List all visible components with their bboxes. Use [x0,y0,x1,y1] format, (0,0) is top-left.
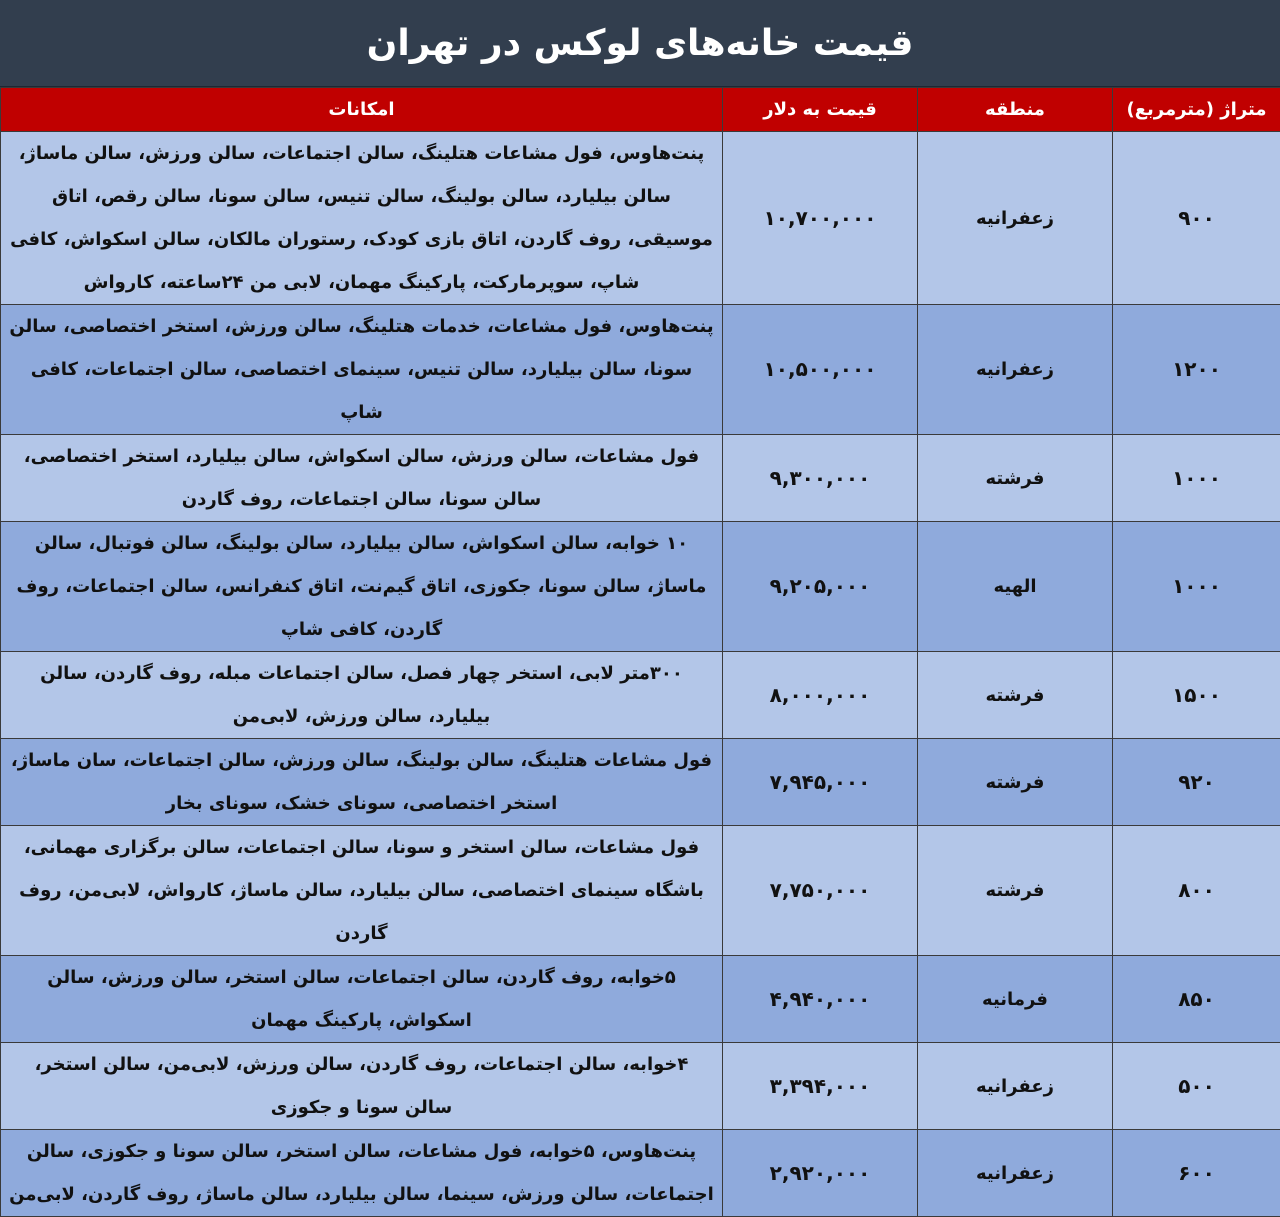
cell-region: فرشته [918,652,1113,739]
table-row [1,132,1280,305]
cell-price: ۴,۹۴۰,۰۰۰ [723,956,918,1043]
table-row [1,739,1280,826]
table-row [1,522,1280,652]
table-row [1,435,1280,522]
cell-region: فرشته [918,435,1113,522]
table-row [1,1043,1280,1130]
cell-price: ۸,۰۰۰,۰۰۰ [723,652,918,739]
header-region: منطقه [918,88,1113,132]
cell-area: ۱۲۰۰ [1113,305,1280,435]
cell-price: ۱۰,۵۰۰,۰۰۰ [723,305,918,435]
cell-area: ۱۰۰۰ [1113,435,1280,522]
header-price: قیمت به دلار [723,88,918,132]
cell-area: ۹۲۰ [1113,739,1280,826]
cell-area: ۱۵۰۰ [1113,652,1280,739]
cell-amenities: ۱۰ خوابه، سالن اسکواش، سالن بیلیارد، سالن بولینگ، سالن فوتبال، سالن ماساژ، سالن سونا، جکوزی، اتاق گیم‌نت، اتاق کنفرانس، سالن اجتماعات، روف گاردن، کافی شاپ [1,522,723,652]
cell-price: ۳,۳۹۴,۰۰۰ [723,1043,918,1130]
header-amenities: امکانات [1,88,723,132]
table-row [1,826,1280,956]
cell-amenities: فول مشاعات هتلینگ، سالن بولینگ، سالن ورزش، سالن اجتماعات، سان ماساژ، استخر اختصاصی، سونای خشک، سونای بخار [1,739,723,826]
cell-amenities: ۵خوابه، روف گاردن، سالن اجتماعات، سالن استخر، سالن ورزش، سالن اسکواش، پارکینگ مهمان [1,956,723,1043]
cell-amenities: پنت‌هاوس، فول مشاعات هتلینگ، سالن اجتماعات، سالن ورزش، سالن ماساژ، سالن بیلیارد، سالن بولینگ، سالن تنیس، سالن سونا، سالن رقص، اتاق موسیقی، روف گاردن، اتاق بازی کودک، رستوران مالکان، سالن اسکواش، کافی شاپ، سوپرمارکت، پارکینگ مهمان، لابی من ۲۴ساعته، کارواش [1,132,723,305]
cell-price: ۹,۳۰۰,۰۰۰ [723,435,918,522]
cell-amenities: ۳۰۰متر لابی، استخر چهار فصل، سالن اجتماعات مبله، روف گاردن، سالن بیلیارد، سالن ورزش، لابی‌من [1,652,723,739]
table-row [1,1130,1280,1217]
cell-region: فرشته [918,739,1113,826]
cell-region: زعفرانیه [918,1043,1113,1130]
cell-amenities: پنت‌هاوس، ۵خوابه، فول مشاعات، سالن استخر، سالن سونا و جکوزی، سالن اجتماعات، سالن ورزش، سینما، سالن بیلیارد، سالن ماساژ، روف گاردن، لابی‌من [1,1130,723,1217]
price-table [0,87,1280,1217]
cell-region: زعفرانیه [918,305,1113,435]
header-area: متراژ (مترمربع) [1113,88,1280,132]
cell-region: زعفرانیه [918,1130,1113,1217]
cell-region: فرمانیه [918,956,1113,1043]
cell-area: ۹۰۰ [1113,132,1280,305]
cell-price: ۲,۹۲۰,۰۰۰ [723,1130,918,1217]
table-row [1,956,1280,1043]
cell-amenities: پنت‌هاوس، فول مشاعات، خدمات هتلینگ، سالن ورزش، استخر اختصاصی، سالن سونا، سالن بیلیارد، سالن تنیس، سینمای اختصاصی، سالن اجتماعات، کافی شاپ [1,305,723,435]
cell-region: الهیه [918,522,1113,652]
cell-amenities: فول مشاعات، سالن استخر و سونا، سالن اجتماعات، سالن برگزاری مهمانی، باشگاه سینمای اختصاصی، سالن بیلیارد، سالن ماساژ، کارواش، لابی‌من، روف گاردن [1,826,723,956]
header-row [1,88,1280,132]
cell-price: ۱۰,۷۰۰,۰۰۰ [723,132,918,305]
table-row [1,305,1280,435]
page-title: قیمت خانه‌های لوکس در تهران [0,0,1280,87]
cell-area: ۵۰۰ [1113,1043,1280,1130]
cell-amenities: فول مشاعات، سالن ورزش، سالن اسکواش، سالن بیلیارد، استخر اختصاصی، سالن سونا، سالن اجتماعات، روف گاردن [1,435,723,522]
cell-amenities: ۴خوابه، سالن اجتماعات، روف گاردن، سالن ورزش، لابی‌من، سالن استخر، سالن سونا و جکوزی [1,1043,723,1130]
cell-area: ۶۰۰ [1113,1130,1280,1217]
cell-area: ۸۰۰ [1113,826,1280,956]
cell-area: ۱۰۰۰ [1113,522,1280,652]
cell-price: ۷,۹۴۵,۰۰۰ [723,739,918,826]
cell-area: ۸۵۰ [1113,956,1280,1043]
cell-region: زعفرانیه [918,132,1113,305]
cell-price: ۷,۷۵۰,۰۰۰ [723,826,918,956]
cell-region: فرشته [918,826,1113,956]
cell-price: ۹,۲۰۵,۰۰۰ [723,522,918,652]
table-row [1,652,1280,739]
